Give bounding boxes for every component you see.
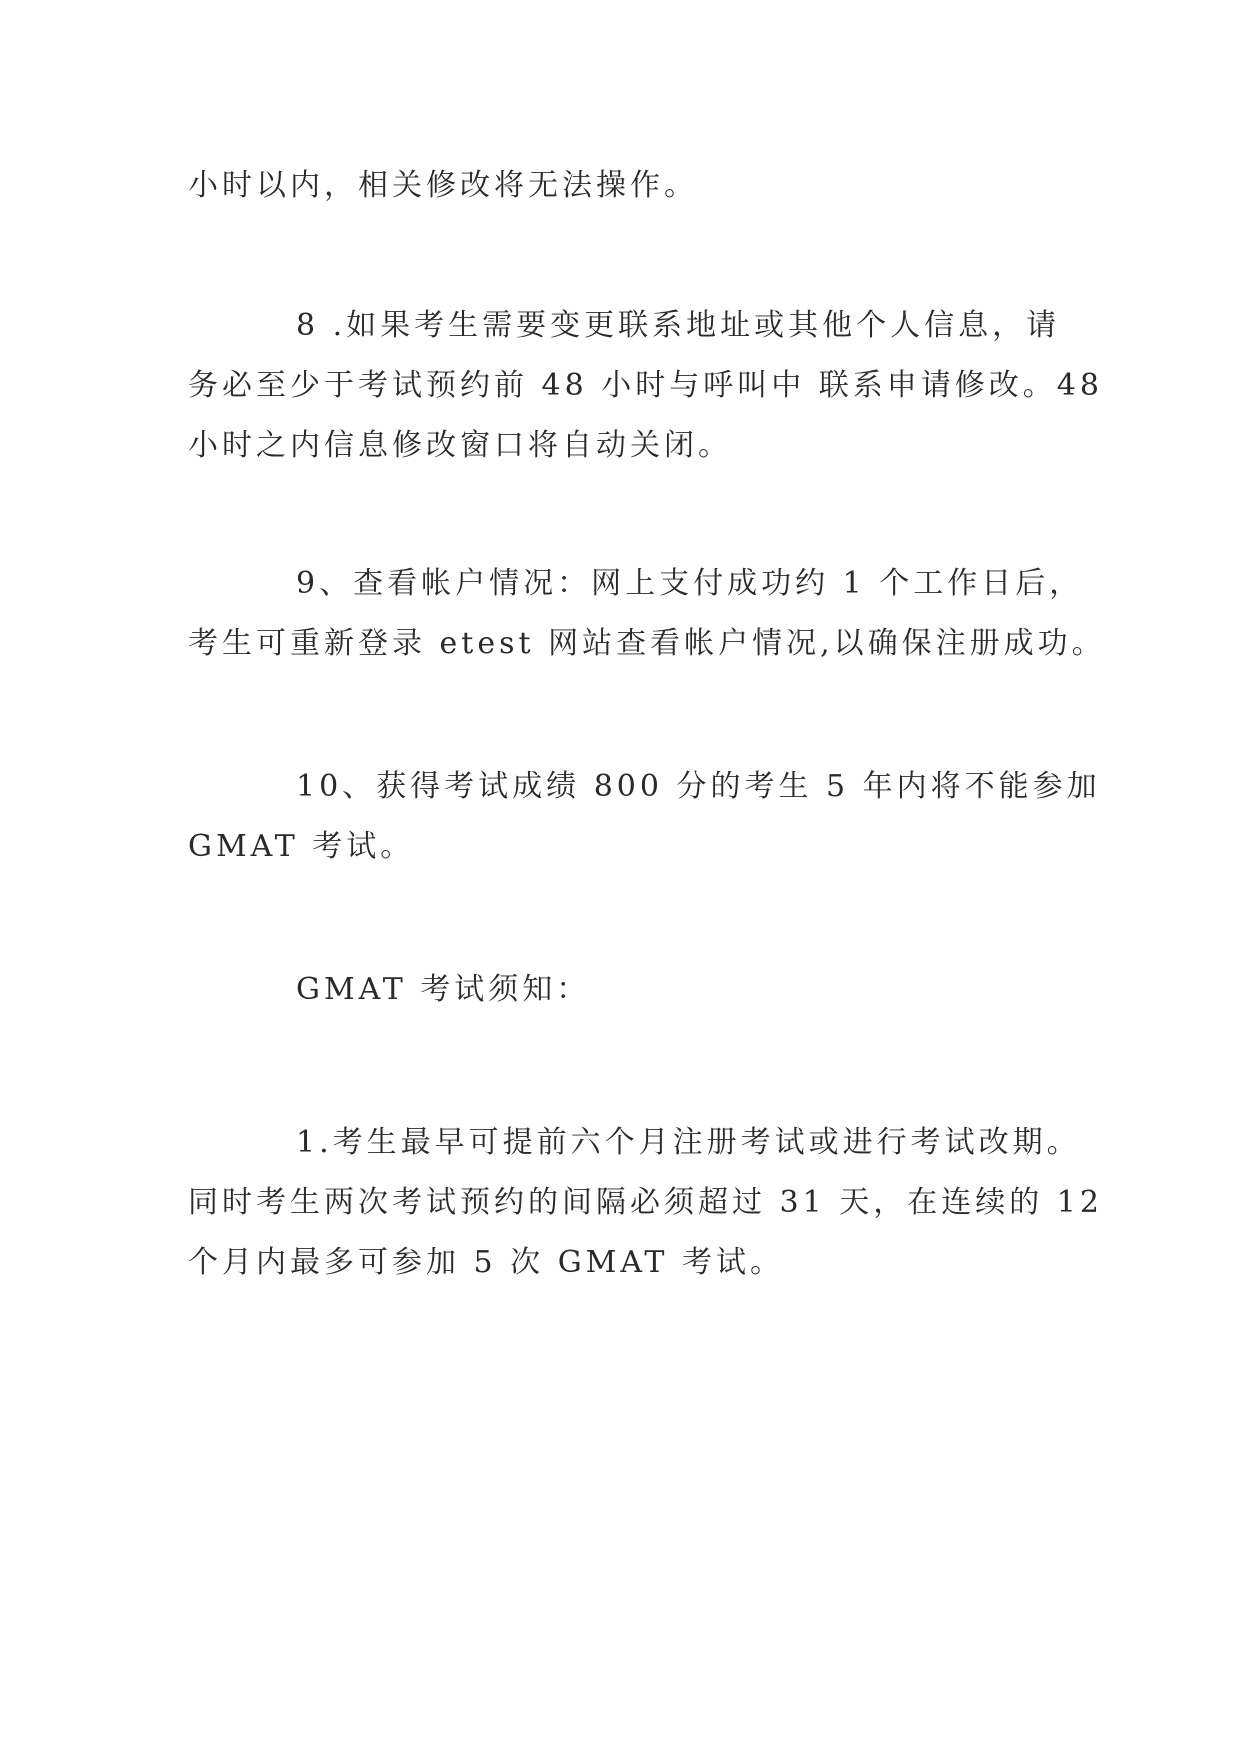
text-line: 小时之内信息修改窗口将自动关闭。 [188,428,732,463]
text-line: 9、查看帐户情况：网上支付成功约 1 个工作日后， [296,566,1084,601]
text-line: GMAT 考试须知： [296,972,591,1007]
text-line: 8 .如果考生需要变更联系地址或其他个人信息，请 [296,308,1061,343]
text-line: 考生可重新登录 etest 网站查看帐户情况,以确保注册成功。 [188,626,1106,661]
section-heading-gmat-notice [188,960,1058,1020]
text-line: 小时以内，相关修改将无法操作。 [188,168,698,203]
text-line: 10、获得考试成绩 800 分的考生 5 年内将不能参加 [296,769,1101,804]
text-line: 个月内最多可参加 5 次 GMAT 考试。 [188,1245,784,1280]
text-line: 务必至少于考试预约前 48 小时与呼叫中 联系申请修改。48 [188,368,1103,403]
text-line: 1.考生最早可提前六个月注册考试或进行考试改期。 [296,1125,1081,1160]
text-line: GMAT 考试。 [188,829,415,864]
paragraph-item-9 [188,554,1106,674]
paragraph-item-10 [188,757,1101,877]
text-line: 同时考生两次考试预约的间隔必须超过 31 天，在连续的 12 [188,1185,1103,1220]
paragraph-item-8 [188,296,1103,476]
paragraph-notice-1 [188,1113,1103,1293]
paragraph-7-continuation [188,156,1058,216]
